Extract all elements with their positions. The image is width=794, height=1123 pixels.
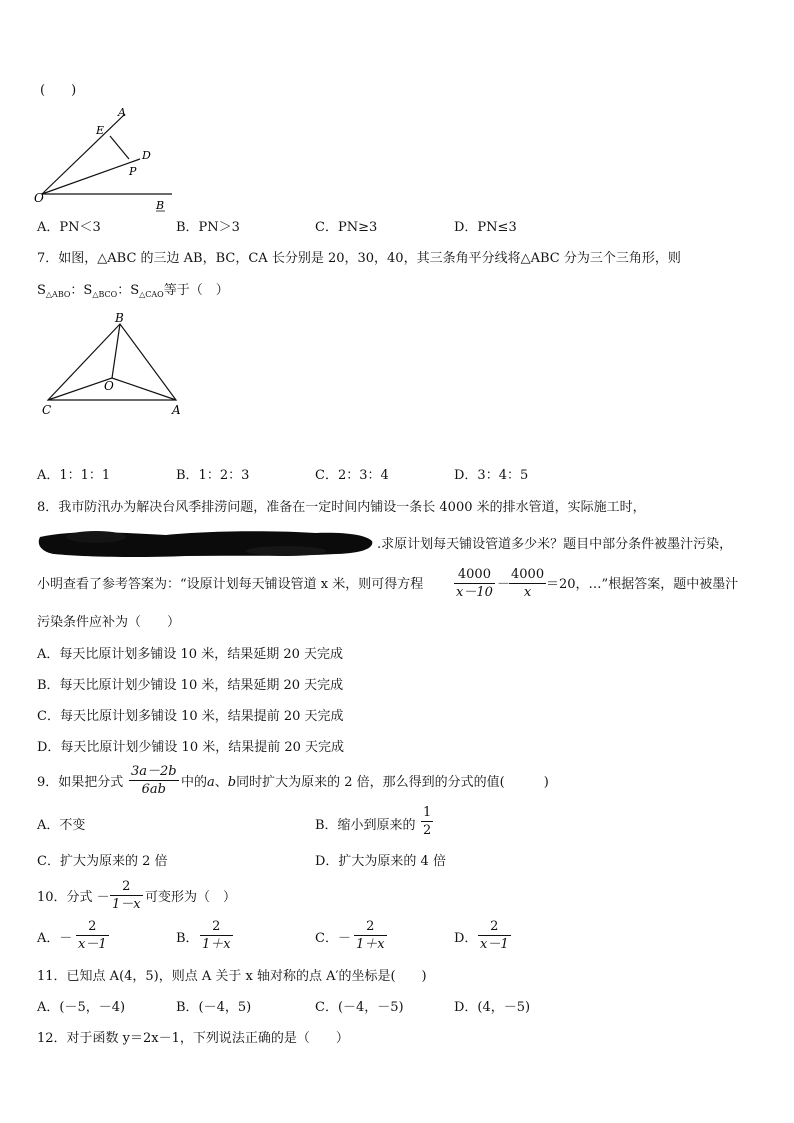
- q11-option-d: D．(4，－5): [454, 1000, 531, 1015]
- q9-option-b-fraction: $\frac{1}{2}$: [423, 805, 432, 838]
- q8-line-2: .求原计划每天铺设管道多少米？题目中部分条件被墨汁污染，: [377, 537, 733, 552]
- q10-fraction: $\frac{2}{1-x}$: [112, 879, 141, 912]
- q10-option-c-fraction: $\frac{2}{1+x}$: [356, 919, 385, 952]
- q7-stem: 7．如图，△ABC 的三边 AB，BC，CA 长分别是 20，30，40，其三条角平分线将△ABC 分为三个三角形，则: [37, 251, 681, 266]
- ray-oa: [42, 114, 125, 194]
- q7-option-c: C．2：3：4: [315, 468, 389, 483]
- q10-option-a-fraction: $\frac{2}{x-1}$: [78, 919, 107, 952]
- q8-line-3b: ＝20，…”根据答案，题中被墨汁: [546, 577, 739, 592]
- label-b: B: [156, 199, 165, 212]
- q7-option-d: D．3：4：5: [454, 468, 529, 483]
- q6-answer-parens: ( ): [40, 83, 77, 98]
- q7-area-ratio: $S_{\triangle ABO}$：$S_{\triangle BCO}$：$S_{\triangle CAO}$等于（ ）: [37, 283, 229, 299]
- q6-option-b: B．PN＞3: [176, 220, 240, 235]
- triangle-abc-figure: [36, 310, 191, 420]
- segment-pe: [110, 136, 129, 159]
- q9-fraction: $\frac{3a-2b}{6ab}$: [131, 764, 177, 797]
- q8-fraction-1: $\frac{4000}{x-10}$: [456, 567, 493, 600]
- q9-pre: 9．如果把分式: [37, 775, 124, 790]
- q8-option-c: C．每天比原计划多铺设 10 米，结果提前 20 天完成: [37, 709, 344, 724]
- q9-option-d: D．扩大为原来的 4 倍: [315, 854, 446, 869]
- q7-option-a: A．1：1：1: [37, 468, 111, 483]
- q9-option-a: A．不变: [37, 818, 86, 833]
- q10-option-d-label: D．: [454, 931, 478, 946]
- q11-option-a: A．(－5，－4): [37, 1000, 126, 1015]
- label-a: A: [118, 106, 126, 119]
- angle-bisector-figure: [30, 104, 180, 214]
- q10-option-a-label: A．－: [37, 931, 73, 946]
- label-p: P: [129, 165, 137, 178]
- q11-stem: 11．已知点 A(4，5)，则点 A 关于 x 轴对称的点 A′的坐标是( ): [37, 969, 427, 984]
- label-o: O: [34, 191, 44, 205]
- ray-od: [42, 159, 140, 194]
- label-o: O: [104, 379, 114, 393]
- q9-option-c: C．扩大为原来的 2 倍: [37, 854, 168, 869]
- q8-option-a: A．每天比原计划多铺设 10 米，结果延期 20 天完成: [37, 647, 344, 662]
- q8-fraction-2: $\frac{4000}{x}$: [511, 567, 545, 600]
- label-e: E: [96, 124, 105, 137]
- segment-ao: [112, 378, 176, 400]
- q6-option-d: D．PN≤3: [454, 220, 517, 235]
- q10-pre: 10．分式 －: [37, 890, 110, 905]
- q10-option-b-fraction: $\frac{2}{1+x}$: [202, 919, 231, 952]
- label-b: B: [115, 311, 124, 325]
- q7-option-b: B．1：2：3: [176, 468, 250, 483]
- q8-option-b: B．每天比原计划少铺设 10 米，结果延期 20 天完成: [37, 678, 344, 693]
- q8-minus: －: [497, 577, 511, 592]
- label-a: A: [172, 403, 181, 417]
- label-d: D: [142, 149, 151, 162]
- label-c: C: [42, 403, 52, 417]
- ink-blot: [36, 527, 376, 559]
- q11-option-b: B．(－4，5): [176, 1000, 252, 1015]
- q9-post: 中的a、b同时扩大为原来的 2 倍，那么得到的分式的值( ): [181, 775, 549, 790]
- q9-option-b: B．缩小到原来的: [315, 818, 416, 833]
- q11-option-c: C．(－4，－5): [315, 1000, 404, 1015]
- q10-post: 可变形为（ ）: [145, 890, 237, 905]
- q10-option-d-fraction: $\frac{2}{x-1}$: [480, 919, 509, 952]
- q8-option-d: D．每天比原计划少铺设 10 米，结果提前 20 天完成: [37, 740, 345, 755]
- q8-line-1: 8．我市防汛办为解决台风季排涝问题，准备在一定时间内铺设一条长 4000 米的排水管道，实际施工时，: [37, 500, 646, 515]
- segment-bo: [112, 324, 120, 378]
- q8-line-3a: 小明查看了参考答案为：“设原计划每天铺设管道 x 米，则可得方程: [37, 577, 424, 592]
- q6-option-c: C．PN≥3: [315, 220, 378, 235]
- q10-option-c-label: C．－: [315, 931, 351, 946]
- q10-option-b-label: B．: [176, 931, 199, 946]
- q6-option-a: A．PN＜3: [37, 220, 101, 235]
- q8-line-4: 污染条件应补为（ ）: [37, 615, 181, 630]
- q12-stem: 12．对于函数 y＝2x－1，下列说法正确的是（ ）: [37, 1031, 349, 1046]
